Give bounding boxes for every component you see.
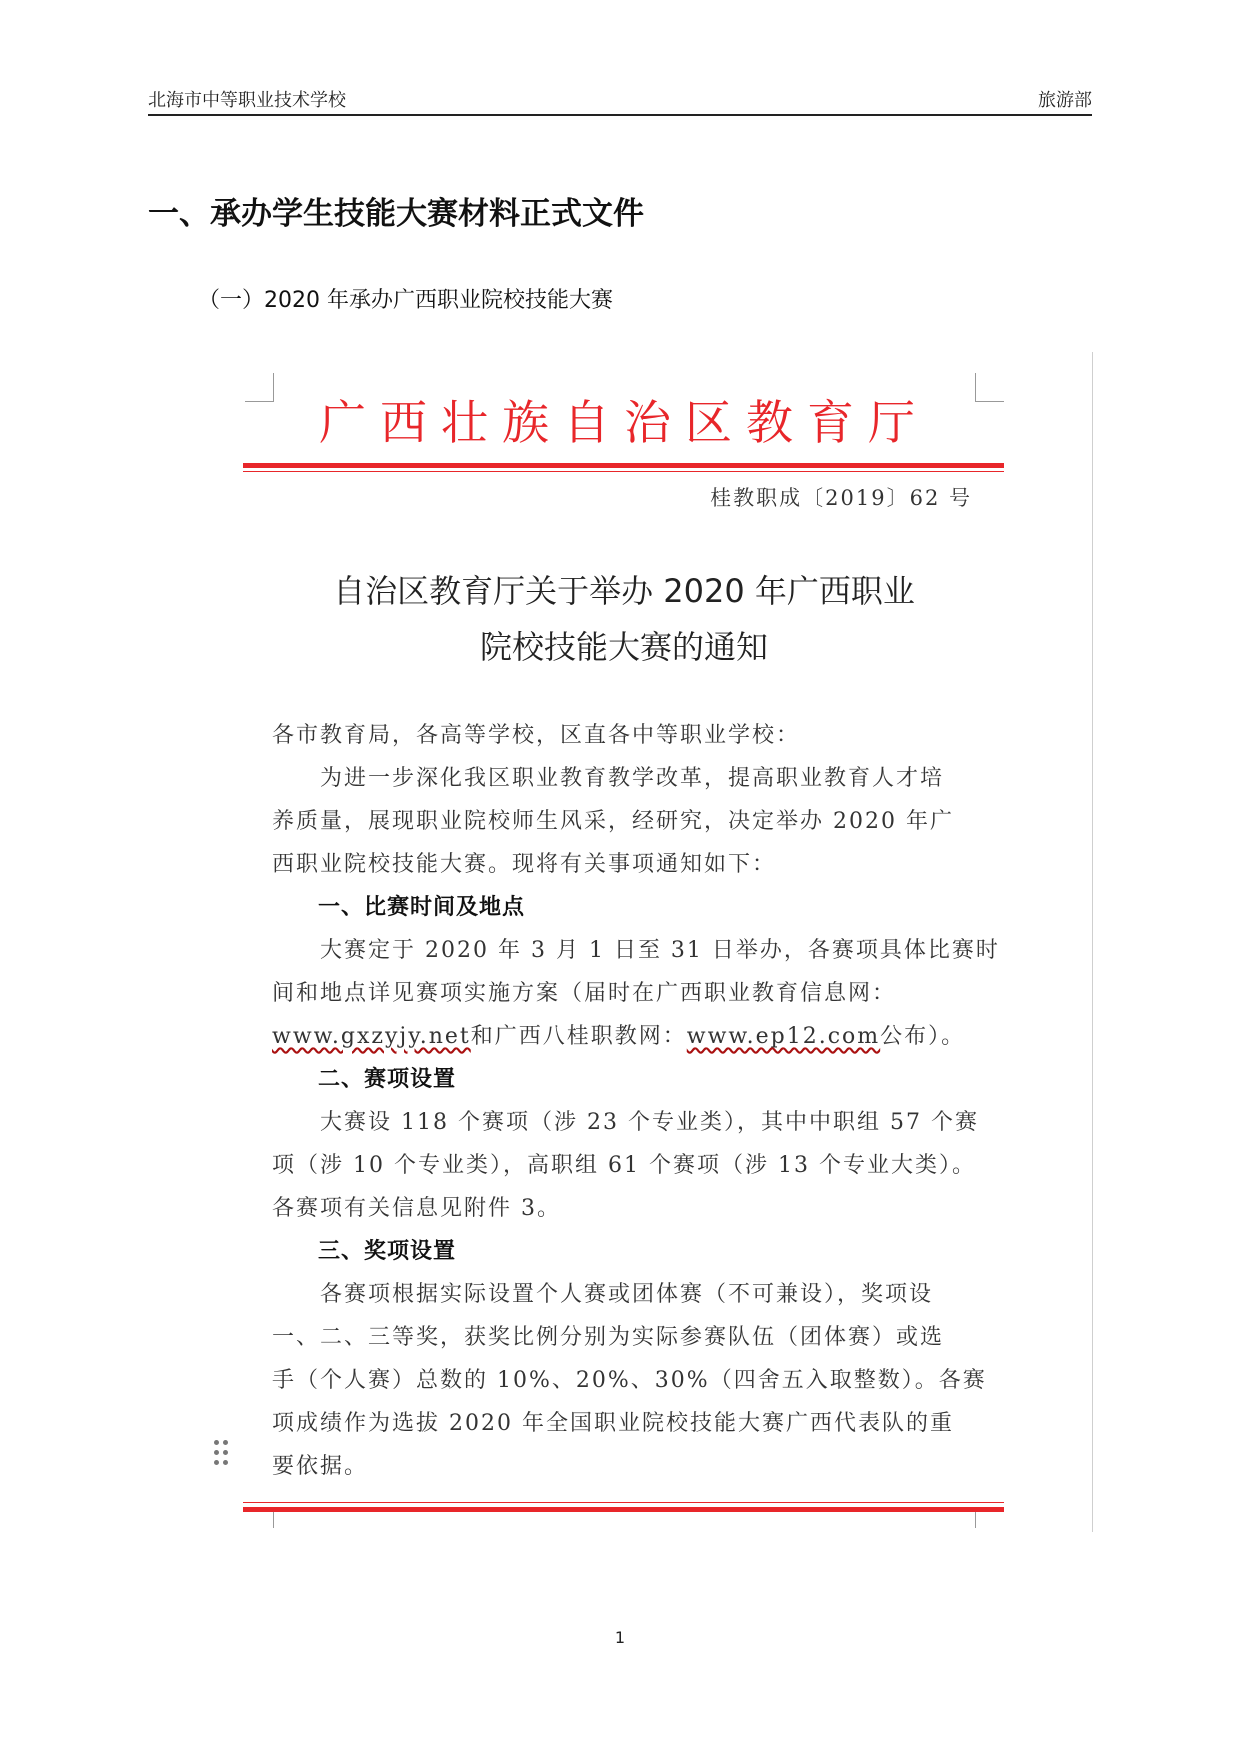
embedded-page-edge (1092, 352, 1093, 1532)
body-line: 西职业院校技能大赛。现将有关事项通知如下： (272, 852, 777, 877)
document-number: 桂教职成〔2019〕62 号 (710, 486, 972, 510)
document-title-line-1: 自治区教育厅关于举办 2020 年广西职业 (333, 572, 915, 610)
drag-dot (214, 1450, 219, 1455)
body-line: 要依据。 (272, 1454, 369, 1479)
body-line: 为进一步深化我区职业教育教学改革，提高职业教育人才培 (272, 766, 945, 791)
document-masthead: 广西壮族自治区教育厅 (319, 396, 929, 451)
body-line: 大赛定于 2020 年 3 月 1 日至 31 日举办，各赛项具体比赛时 (272, 938, 1000, 963)
masthead-rule-thick (243, 463, 1004, 468)
subsection-title: （一）2020 年承办广西职业院校技能大赛 (198, 288, 613, 313)
link-ep12[interactable]: www.ep12.com (686, 1024, 881, 1049)
body-line-links (272, 1019, 965, 1050)
crop-mark-bottom-right (975, 1512, 1004, 1528)
footer-rule-thick (243, 1507, 1004, 1512)
section-heading-awards: 三、奖项设置 (272, 1239, 457, 1264)
document-title (245, 563, 1003, 675)
body-line: 养质量，展现职业院校师生风采，经研究，决定举办 2020 年广 (272, 809, 954, 834)
drag-handle-icon[interactable] (214, 1440, 230, 1466)
header-rule (148, 114, 1092, 116)
body-line: 大赛设 118 个赛项（涉 23 个专业类），其中中职组 57 个赛 (272, 1110, 979, 1135)
footer-rule-thin (243, 1502, 1004, 1503)
header-department: 旅游部 (1038, 90, 1092, 111)
drag-dot (214, 1460, 219, 1465)
body-line: 项成绩作为选拔 2020 年全国职业院校技能大赛广西代表队的重 (272, 1411, 954, 1436)
body-line: 手（个人赛）总数的 10%、20%、30%（四舍五入取整数）。各赛 (272, 1368, 987, 1393)
document-title-line-2: 院校技能大赛的通知 (479, 628, 768, 666)
body-line: 各赛项根据实际设置个人赛或团体赛（不可兼设），奖项设 (272, 1282, 934, 1307)
drag-dot (223, 1460, 228, 1465)
section-title: 一、承办学生技能大赛材料正式文件 (148, 196, 644, 232)
body-line: 间和地点详见赛项实施方案（届时在广西职业教育信息网： (272, 981, 897, 1006)
link-tail-text: 公布）。 (880, 1024, 966, 1049)
link-gxzyjy[interactable]: www.gxzyjy.net (272, 1024, 471, 1049)
drag-dot (214, 1440, 219, 1445)
header-school: 北海市中等职业技术学校 (148, 90, 346, 111)
drag-dot (223, 1440, 228, 1445)
link-joiner-text: 和广西八桂职教网： (470, 1024, 687, 1049)
section-heading-events: 二、赛项设置 (272, 1067, 457, 1092)
page-number: 1 (614, 1628, 626, 1647)
drag-dot (223, 1450, 228, 1455)
salutation-line: 各市教育局，各高等学校，区直各中等职业学校： (272, 723, 801, 748)
crop-mark-bottom-left (245, 1512, 274, 1528)
body-line: 项（涉 10 个专业类），高职组 61 个赛项（涉 13 个专业大类）。 (272, 1153, 976, 1178)
masthead-rule-thin (243, 471, 1004, 472)
body-line: 各赛项有关信息见附件 3。 (272, 1196, 561, 1221)
body-line: 一、二、三等奖，获奖比例分别为实际参赛队伍（团体赛）或选 (272, 1325, 945, 1350)
section-heading-time-location: 一、比赛时间及地点 (272, 895, 526, 920)
